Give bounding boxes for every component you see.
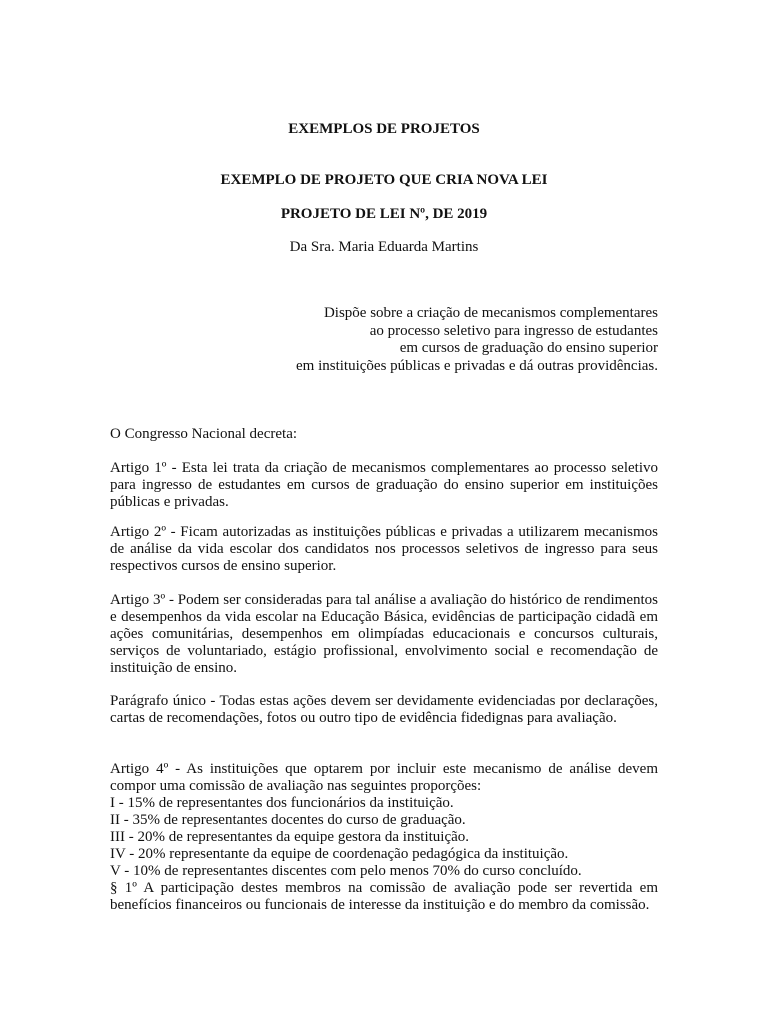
paragrafo-unico: Parágrafo único - Todas estas ações devem ser devidamente evidenciadas por declarações, cartas de recomendações, fotos ou outro tipo de evidência fidedignas para avaliação. <box>110 693 658 726</box>
article-4-item: IV - 20% representante da equipe de coordenação pedagógica da instituição. <box>110 846 569 862</box>
decree-line: O Congresso Nacional decreta: <box>110 426 298 442</box>
main-heading: EXEMPLOS DE PROJETOS <box>288 121 480 137</box>
article-4-intro: Artigo 4º - As instituições que optarem por incluir este mecanismo de análise devem compor uma comissão de avaliação nas seguintes proporções: <box>110 761 658 794</box>
article-4-item: I - 15% de representantes dos funcionários da instituição. <box>110 795 454 811</box>
article-4-item: III - 20% de representantes da equipe gestora da instituição. <box>110 829 470 845</box>
bill-title: PROJETO DE LEI Nº, DE 2019 <box>280 206 488 222</box>
article-4-paragraph-1: § 1º A participação destes membros na comissão de avaliação pode ser revertida em benefícios financeiros ou funcionais de interesse da instituição e do membro da comissão. <box>110 880 658 913</box>
ementa-line: em cursos de graduação do ensino superior <box>399 340 658 356</box>
article-4-item: V - 10% de representantes discentes com pelo menos 70% do curso concluído. <box>110 863 582 879</box>
article-4-item: II - 35% de representantes docentes do curso de graduação. <box>110 812 466 828</box>
ementa-line: Dispõe sobre a criação de mecanismos complementares <box>323 305 658 321</box>
author-line: Da Sra. Maria Eduarda Martins <box>289 239 479 255</box>
article-1: Artigo 1º - Esta lei trata da criação de mecanismos complementares ao processo seletivo para ingresso de estudantes em cursos de graduação do ensino superior em instituições públicas e privadas. <box>110 460 658 510</box>
ementa-block <box>296 305 658 375</box>
ementa-line: em instituições públicas e privadas e dá outras providências. <box>296 357 658 374</box>
article-4-items <box>110 795 658 880</box>
ementa-line: ao processo seletivo para ingresso de estudantes <box>369 322 658 339</box>
sub-heading: EXEMPLO DE PROJETO QUE CRIA NOVA LEI <box>220 172 548 188</box>
article-3: Artigo 3º - Podem ser consideradas para tal análise a avaliação do histórico de rendimentos e desempenhos da vida escolar na Educação Básica, evidências de participação cidadã em ações comunitárias, desempenhos em olimpíadas educacionais e concursos culturais, serviços de voluntariado, estágio profissional, envolvimento social e recomendação de instituição de ensino. <box>110 592 658 676</box>
article-2: Artigo 2º - Ficam autorizadas as instituições públicas e privadas a utilizarem mecanismos de análise da vida escolar dos candidatos nos processos seletivos de ingresso para seus respectivos cursos de ensino superior. <box>110 524 658 574</box>
